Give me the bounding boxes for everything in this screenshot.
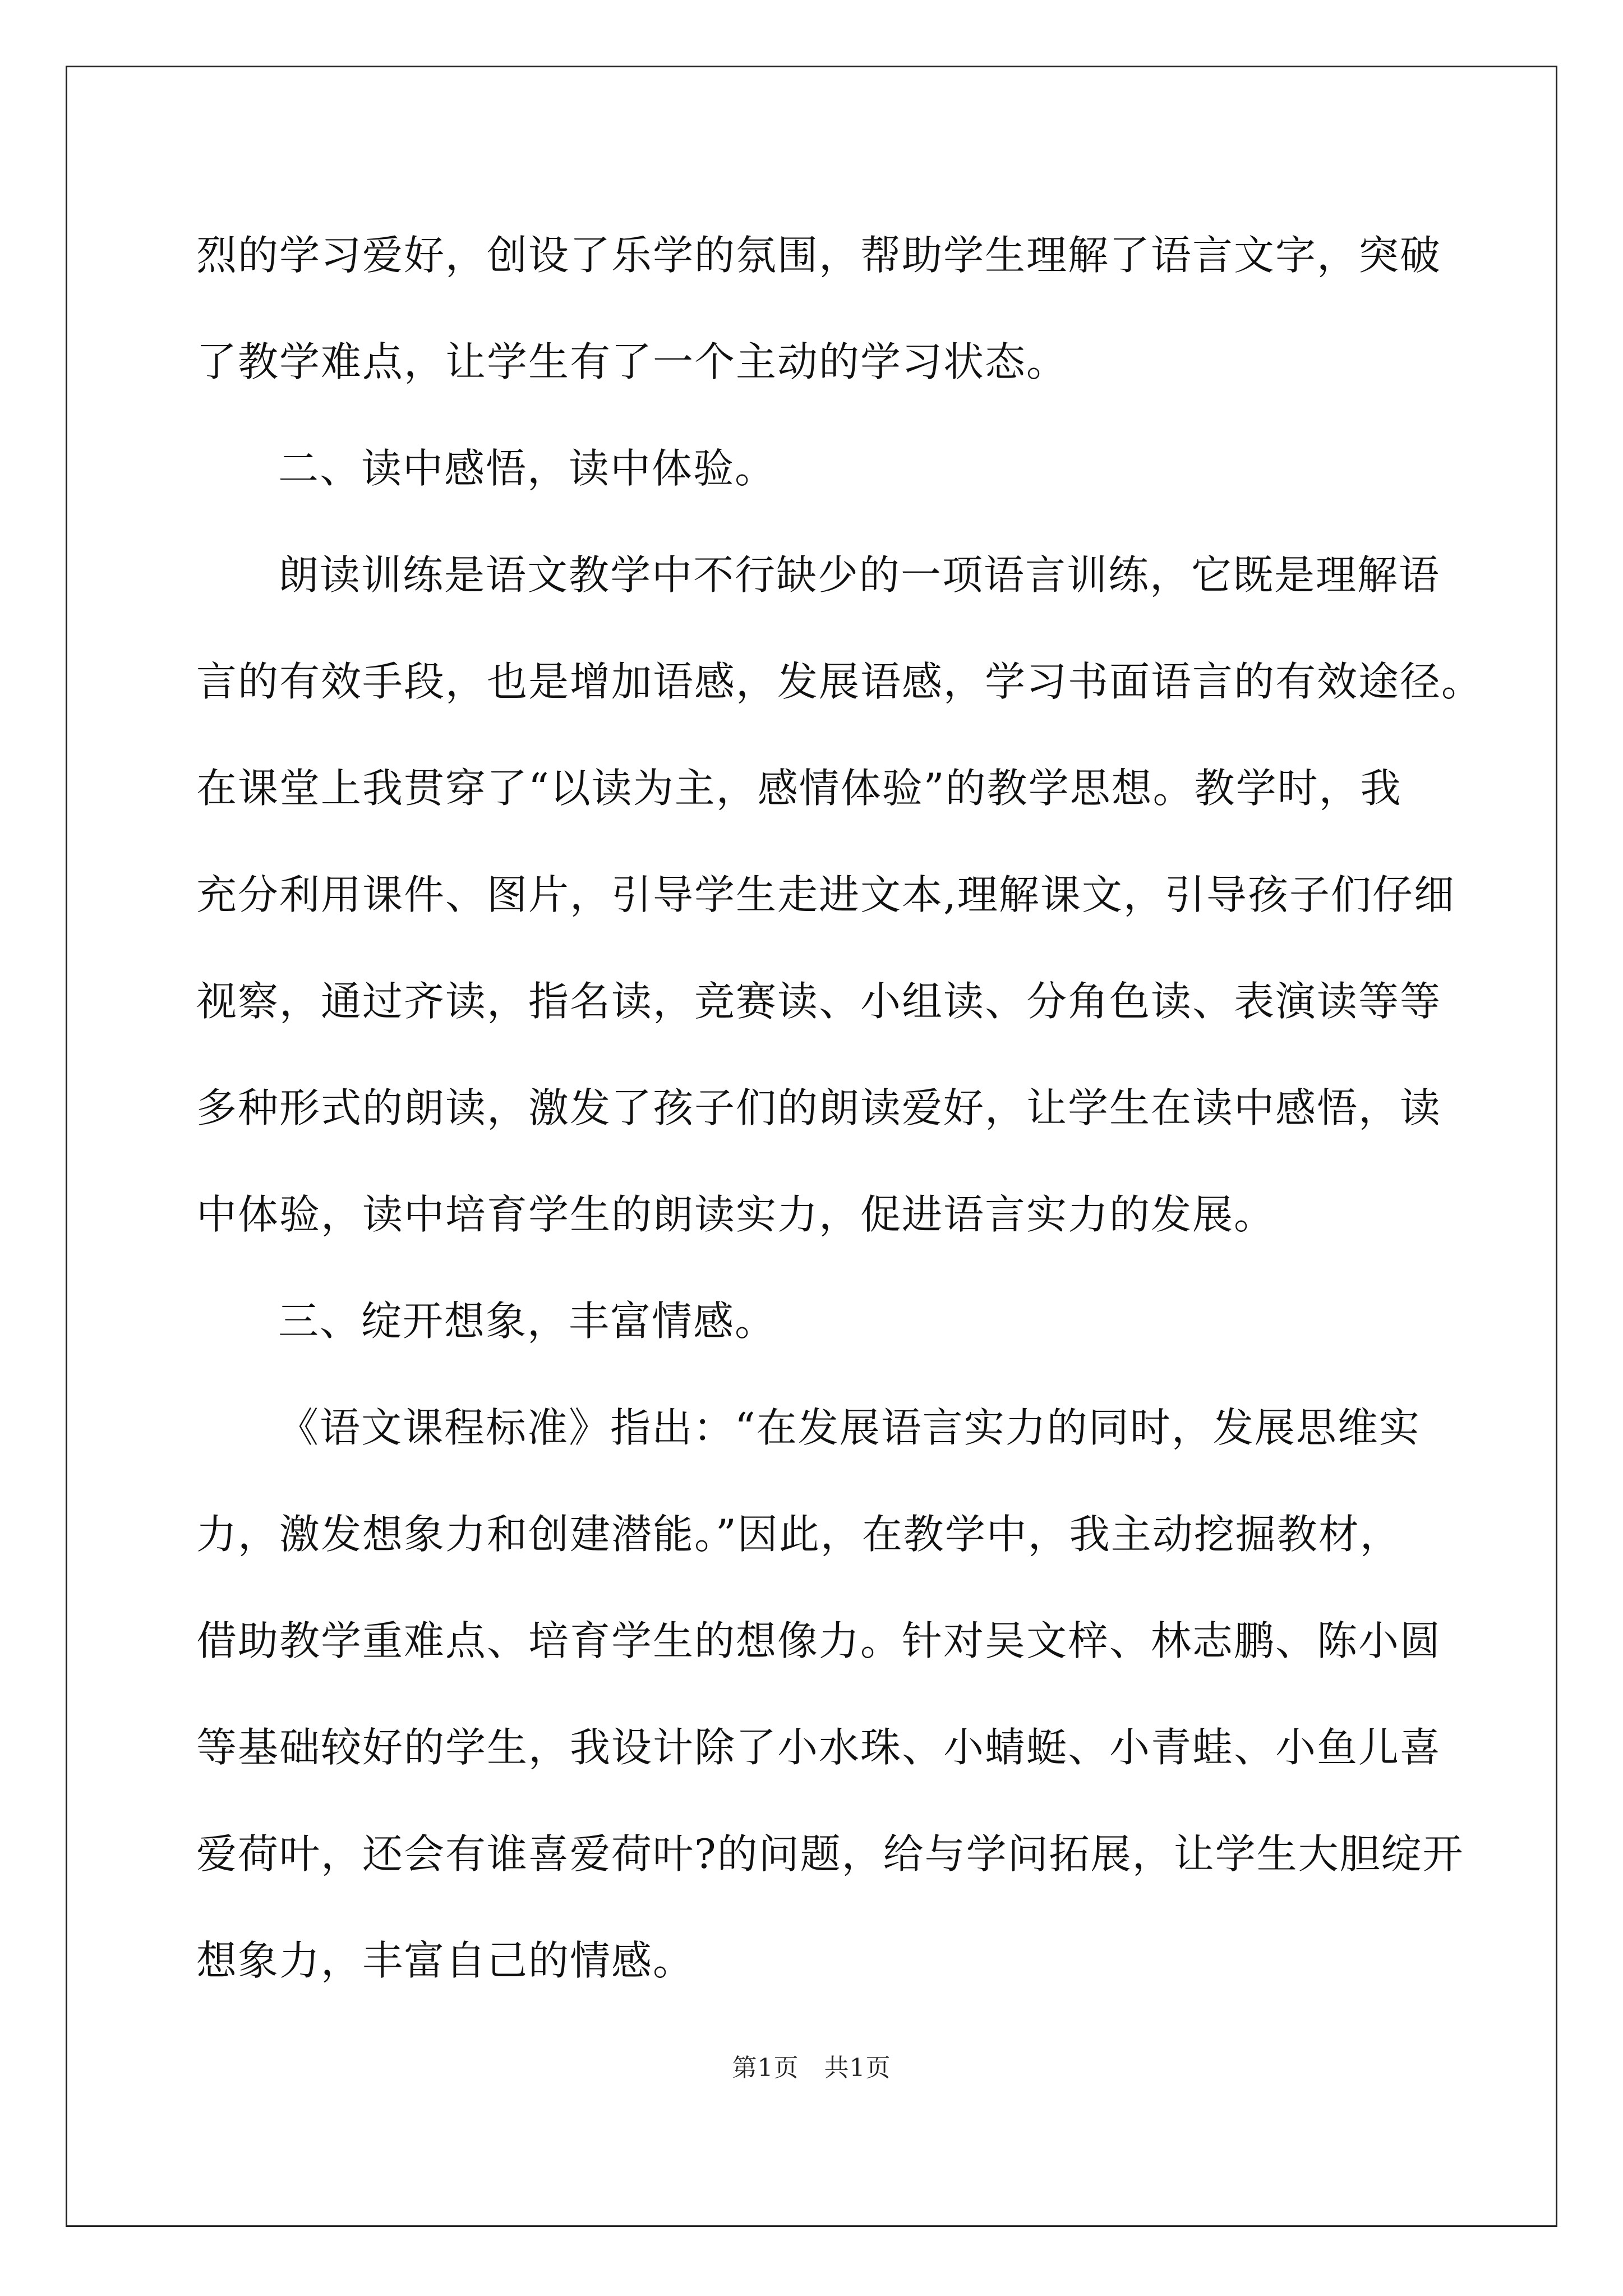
paragraph-start-line: 《语文课程标准》指出：“在发展语言实力的同时，发展思维实	[278, 1404, 1421, 1451]
paragraph-start-line: 朗读训练是语文教学中不行缺少的一项语言训练，它既是理解语	[278, 551, 1441, 599]
document-body	[196, 202, 1483, 2014]
text-line: 爱荷叶，还会有谁喜爱荷叶?的问题，给与学问拓展，让学生大胆绽开	[196, 1830, 1464, 1878]
text-line: 在课堂上我贯穿了“以读为主，感情体验”的教学思想。教学时，我	[196, 765, 1402, 812]
page-number-footer: 第1页 共1页	[732, 2054, 891, 2082]
text-line: 言的有效手段，也是增加语感，发展语感，学习书面语言的有效途径。	[196, 658, 1483, 705]
text-line: 视察，通过齐读，指名读，竞赛读、小组读、分角色读、表演读等等	[196, 978, 1442, 1025]
section-heading: 三、绽开想象，丰富情感。	[278, 1297, 777, 1345]
section-heading: 二、读中感悟，读中体验。	[278, 445, 777, 492]
text-line: 等基础较好的学生，我设计除了小水珠、小蜻蜓、小青蛙、小鱼儿喜	[196, 1724, 1442, 1771]
text-line: 中体验，读中培育学生的朗读实力，促进语言实力的发展。	[196, 1191, 1276, 1238]
text-line: 了教学难点，让学生有了一个主动的学习状态。	[196, 338, 1068, 385]
text-line: 想象力，丰富自己的情感。	[196, 1937, 695, 1984]
text-line: 烈的学习爱好，创设了乐学的氛围，帮助学生理解了语言文字，突破	[196, 232, 1442, 279]
text-line: 多种形式的朗读，激发了孩子们的朗读爱好，让学生在读中感悟，读	[196, 1084, 1442, 1131]
text-line: 借助教学重难点、培育学生的想像力。针对吴文梓、林志鹏、陈小圆	[196, 1617, 1442, 1664]
text-line: 充分利用课件、图片，引导学生走进文本,理解课文，引导孩子们仔细	[196, 871, 1455, 918]
text-line: 力，激发想象力和创建潜能。”因此，在教学中，我主动挖掘教材，	[196, 1511, 1401, 1558]
